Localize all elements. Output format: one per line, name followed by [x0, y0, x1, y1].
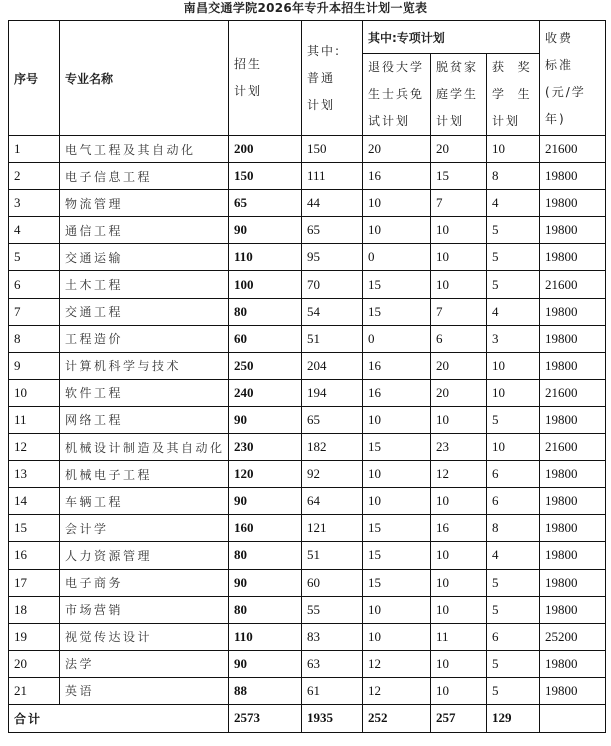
table-row [9, 542, 606, 569]
row-fee: 21600 [540, 271, 606, 298]
row-veteran: 12 [363, 650, 431, 677]
row-award: 8 [487, 163, 540, 190]
row-seq: 2 [9, 163, 60, 190]
row-poverty: 11 [431, 623, 487, 650]
row-seq: 15 [9, 515, 60, 542]
row-seq: 7 [9, 298, 60, 325]
row-veteran: 20 [363, 136, 431, 163]
row-fee: 19800 [540, 163, 606, 190]
row-poverty: 16 [431, 515, 487, 542]
row-veteran: 16 [363, 163, 431, 190]
row-award: 5 [487, 244, 540, 271]
row-regular: 194 [302, 379, 363, 406]
row-plan: 90 [229, 406, 302, 433]
row-regular: 61 [302, 677, 363, 704]
row-veteran: 10 [363, 217, 431, 244]
row-poverty: 10 [431, 542, 487, 569]
row-poverty: 15 [431, 163, 487, 190]
header-regular: 其中: 普通 计划 [302, 21, 363, 136]
table-row [9, 650, 606, 677]
total-row [9, 704, 606, 732]
row-regular: 60 [302, 569, 363, 596]
row-plan: 65 [229, 190, 302, 217]
row-major-name: 会计学 [60, 515, 229, 542]
row-regular: 65 [302, 406, 363, 433]
row-plan: 160 [229, 515, 302, 542]
row-fee: 19800 [540, 244, 606, 271]
row-award: 5 [487, 271, 540, 298]
row-award: 5 [487, 569, 540, 596]
row-veteran: 10 [363, 623, 431, 650]
row-award: 5 [487, 650, 540, 677]
row-veteran: 0 [363, 325, 431, 352]
row-award: 6 [487, 461, 540, 488]
table-row [9, 461, 606, 488]
table-row [9, 136, 606, 163]
row-seq: 21 [9, 677, 60, 704]
row-major-name: 网络工程 [60, 406, 229, 433]
row-fee: 19800 [540, 542, 606, 569]
row-seq: 18 [9, 596, 60, 623]
row-seq: 17 [9, 569, 60, 596]
table-row [9, 271, 606, 298]
row-award: 5 [487, 406, 540, 433]
header-award: 获 奖 学 生 计划 [487, 54, 540, 136]
row-regular: 44 [302, 190, 363, 217]
row-fee: 19800 [540, 488, 606, 515]
row-plan: 88 [229, 677, 302, 704]
row-seq: 3 [9, 190, 60, 217]
row-fee: 19800 [540, 650, 606, 677]
row-veteran: 0 [363, 244, 431, 271]
row-plan: 60 [229, 325, 302, 352]
row-major-name: 人力资源管理 [60, 542, 229, 569]
row-major-name: 计算机科学与技术 [60, 352, 229, 379]
row-major-name: 电子信息工程 [60, 163, 229, 190]
header-special-group: 其中:专项计划 [363, 21, 540, 54]
row-seq: 8 [9, 325, 60, 352]
row-major-name: 电气工程及其自动化 [60, 136, 229, 163]
row-seq: 16 [9, 542, 60, 569]
row-regular: 95 [302, 244, 363, 271]
row-regular: 83 [302, 623, 363, 650]
row-fee: 19800 [540, 190, 606, 217]
row-seq: 12 [9, 434, 60, 461]
row-veteran: 10 [363, 461, 431, 488]
row-poverty: 12 [431, 461, 487, 488]
row-plan: 240 [229, 379, 302, 406]
table-row [9, 677, 606, 704]
table-row [9, 244, 606, 271]
header-major: 专业名称 [60, 21, 229, 136]
row-seq: 5 [9, 244, 60, 271]
row-major-name: 英语 [60, 677, 229, 704]
table-row [9, 163, 606, 190]
table-row [9, 325, 606, 352]
row-veteran: 15 [363, 298, 431, 325]
row-veteran: 12 [363, 677, 431, 704]
row-seq: 13 [9, 461, 60, 488]
table-row [9, 623, 606, 650]
row-poverty: 20 [431, 136, 487, 163]
row-plan: 80 [229, 542, 302, 569]
row-veteran: 10 [363, 406, 431, 433]
row-award: 5 [487, 217, 540, 244]
row-regular: 54 [302, 298, 363, 325]
row-major-name: 软件工程 [60, 379, 229, 406]
row-regular: 64 [302, 488, 363, 515]
row-plan: 80 [229, 298, 302, 325]
row-seq: 9 [9, 352, 60, 379]
row-plan: 200 [229, 136, 302, 163]
row-poverty: 10 [431, 488, 487, 515]
row-award: 4 [487, 542, 540, 569]
table-row [9, 352, 606, 379]
row-major-name: 交通工程 [60, 298, 229, 325]
row-regular: 63 [302, 650, 363, 677]
row-veteran: 15 [363, 434, 431, 461]
total-plan: 2573 [229, 704, 302, 732]
header-veteran: 退役大学 生士兵免 试计划 [363, 54, 431, 136]
total-regular: 1935 [302, 704, 363, 732]
row-major-name: 电子商务 [60, 569, 229, 596]
row-plan: 90 [229, 569, 302, 596]
row-regular: 51 [302, 325, 363, 352]
row-award: 5 [487, 596, 540, 623]
row-major-name: 交通运输 [60, 244, 229, 271]
row-major-name: 车辆工程 [60, 488, 229, 515]
row-award: 10 [487, 379, 540, 406]
table-row [9, 569, 606, 596]
row-fee: 19800 [540, 217, 606, 244]
row-award: 6 [487, 488, 540, 515]
row-major-name: 法学 [60, 650, 229, 677]
row-plan: 90 [229, 650, 302, 677]
row-seq: 10 [9, 379, 60, 406]
table-row [9, 379, 606, 406]
row-veteran: 10 [363, 596, 431, 623]
row-plan: 120 [229, 461, 302, 488]
row-plan: 110 [229, 244, 302, 271]
row-poverty: 7 [431, 298, 487, 325]
page-title: 南昌交通学院2026年专升本招生计划一览表 [183, 1, 428, 15]
row-award: 10 [487, 352, 540, 379]
row-poverty: 20 [431, 352, 487, 379]
total-poverty: 257 [431, 704, 487, 732]
row-fee: 21600 [540, 379, 606, 406]
row-regular: 204 [302, 352, 363, 379]
row-award: 3 [487, 325, 540, 352]
header-poverty: 脱贫家 庭学生 计划 [431, 54, 487, 136]
row-regular: 55 [302, 596, 363, 623]
row-award: 8 [487, 515, 540, 542]
row-award: 6 [487, 623, 540, 650]
row-plan: 110 [229, 623, 302, 650]
row-regular: 182 [302, 434, 363, 461]
row-veteran: 15 [363, 515, 431, 542]
enrollment-plan-table [8, 20, 606, 733]
table-row [9, 217, 606, 244]
row-veteran: 16 [363, 352, 431, 379]
row-major-name: 土木工程 [60, 271, 229, 298]
row-major-name: 视觉传达设计 [60, 623, 229, 650]
row-fee: 19800 [540, 677, 606, 704]
row-veteran: 10 [363, 488, 431, 515]
table-row [9, 434, 606, 461]
row-poverty: 10 [431, 569, 487, 596]
row-fee: 19800 [540, 515, 606, 542]
row-poverty: 23 [431, 434, 487, 461]
row-veteran: 16 [363, 379, 431, 406]
row-poverty: 10 [431, 271, 487, 298]
row-veteran: 15 [363, 542, 431, 569]
row-award: 4 [487, 190, 540, 217]
row-award: 10 [487, 434, 540, 461]
row-poverty: 10 [431, 650, 487, 677]
table-row [9, 190, 606, 217]
row-regular: 121 [302, 515, 363, 542]
row-major-name: 工程造价 [60, 325, 229, 352]
row-veteran: 10 [363, 190, 431, 217]
row-award: 4 [487, 298, 540, 325]
table-row [9, 488, 606, 515]
row-fee: 19800 [540, 461, 606, 488]
total-fee [540, 704, 606, 732]
row-regular: 150 [302, 136, 363, 163]
row-seq: 11 [9, 406, 60, 433]
row-plan: 90 [229, 488, 302, 515]
row-plan: 250 [229, 352, 302, 379]
table-row [9, 406, 606, 433]
row-fee: 21600 [540, 136, 606, 163]
row-seq: 14 [9, 488, 60, 515]
row-poverty: 10 [431, 677, 487, 704]
row-seq: 20 [9, 650, 60, 677]
row-poverty: 10 [431, 596, 487, 623]
row-seq: 4 [9, 217, 60, 244]
row-plan: 150 [229, 163, 302, 190]
row-plan: 90 [229, 217, 302, 244]
row-major-name: 机械电子工程 [60, 461, 229, 488]
row-poverty: 6 [431, 325, 487, 352]
row-seq: 1 [9, 136, 60, 163]
total-award: 129 [487, 704, 540, 732]
header-plan: 招生 计划 [229, 21, 302, 136]
total-veteran: 252 [363, 704, 431, 732]
row-seq: 6 [9, 271, 60, 298]
row-fee: 19800 [540, 596, 606, 623]
table-row [9, 298, 606, 325]
row-fee: 19800 [540, 406, 606, 433]
row-regular: 51 [302, 542, 363, 569]
row-poverty: 10 [431, 406, 487, 433]
row-regular: 65 [302, 217, 363, 244]
row-fee: 21600 [540, 434, 606, 461]
row-regular: 70 [302, 271, 363, 298]
row-award: 5 [487, 677, 540, 704]
row-veteran: 15 [363, 271, 431, 298]
row-fee: 19800 [540, 325, 606, 352]
row-fee: 19800 [540, 569, 606, 596]
row-major-name: 机械设计制造及其自动化 [60, 434, 229, 461]
row-fee: 19800 [540, 298, 606, 325]
row-seq: 19 [9, 623, 60, 650]
row-veteran: 15 [363, 569, 431, 596]
row-plan: 100 [229, 271, 302, 298]
table-row [9, 515, 606, 542]
header-seq: 序号 [9, 21, 60, 136]
row-award: 10 [487, 136, 540, 163]
header-fee: 收费 标准 (元/学 年) [540, 21, 606, 136]
row-major-name: 通信工程 [60, 217, 229, 244]
row-plan: 80 [229, 596, 302, 623]
table-row [9, 596, 606, 623]
row-poverty: 20 [431, 379, 487, 406]
row-plan: 230 [229, 434, 302, 461]
row-major-name: 物流管理 [60, 190, 229, 217]
row-regular: 111 [302, 163, 363, 190]
row-poverty: 10 [431, 217, 487, 244]
row-fee: 25200 [540, 623, 606, 650]
row-poverty: 10 [431, 244, 487, 271]
row-fee: 19800 [540, 352, 606, 379]
row-regular: 92 [302, 461, 363, 488]
row-poverty: 7 [431, 190, 487, 217]
row-major-name: 市场营销 [60, 596, 229, 623]
total-label: 合计 [9, 704, 229, 732]
